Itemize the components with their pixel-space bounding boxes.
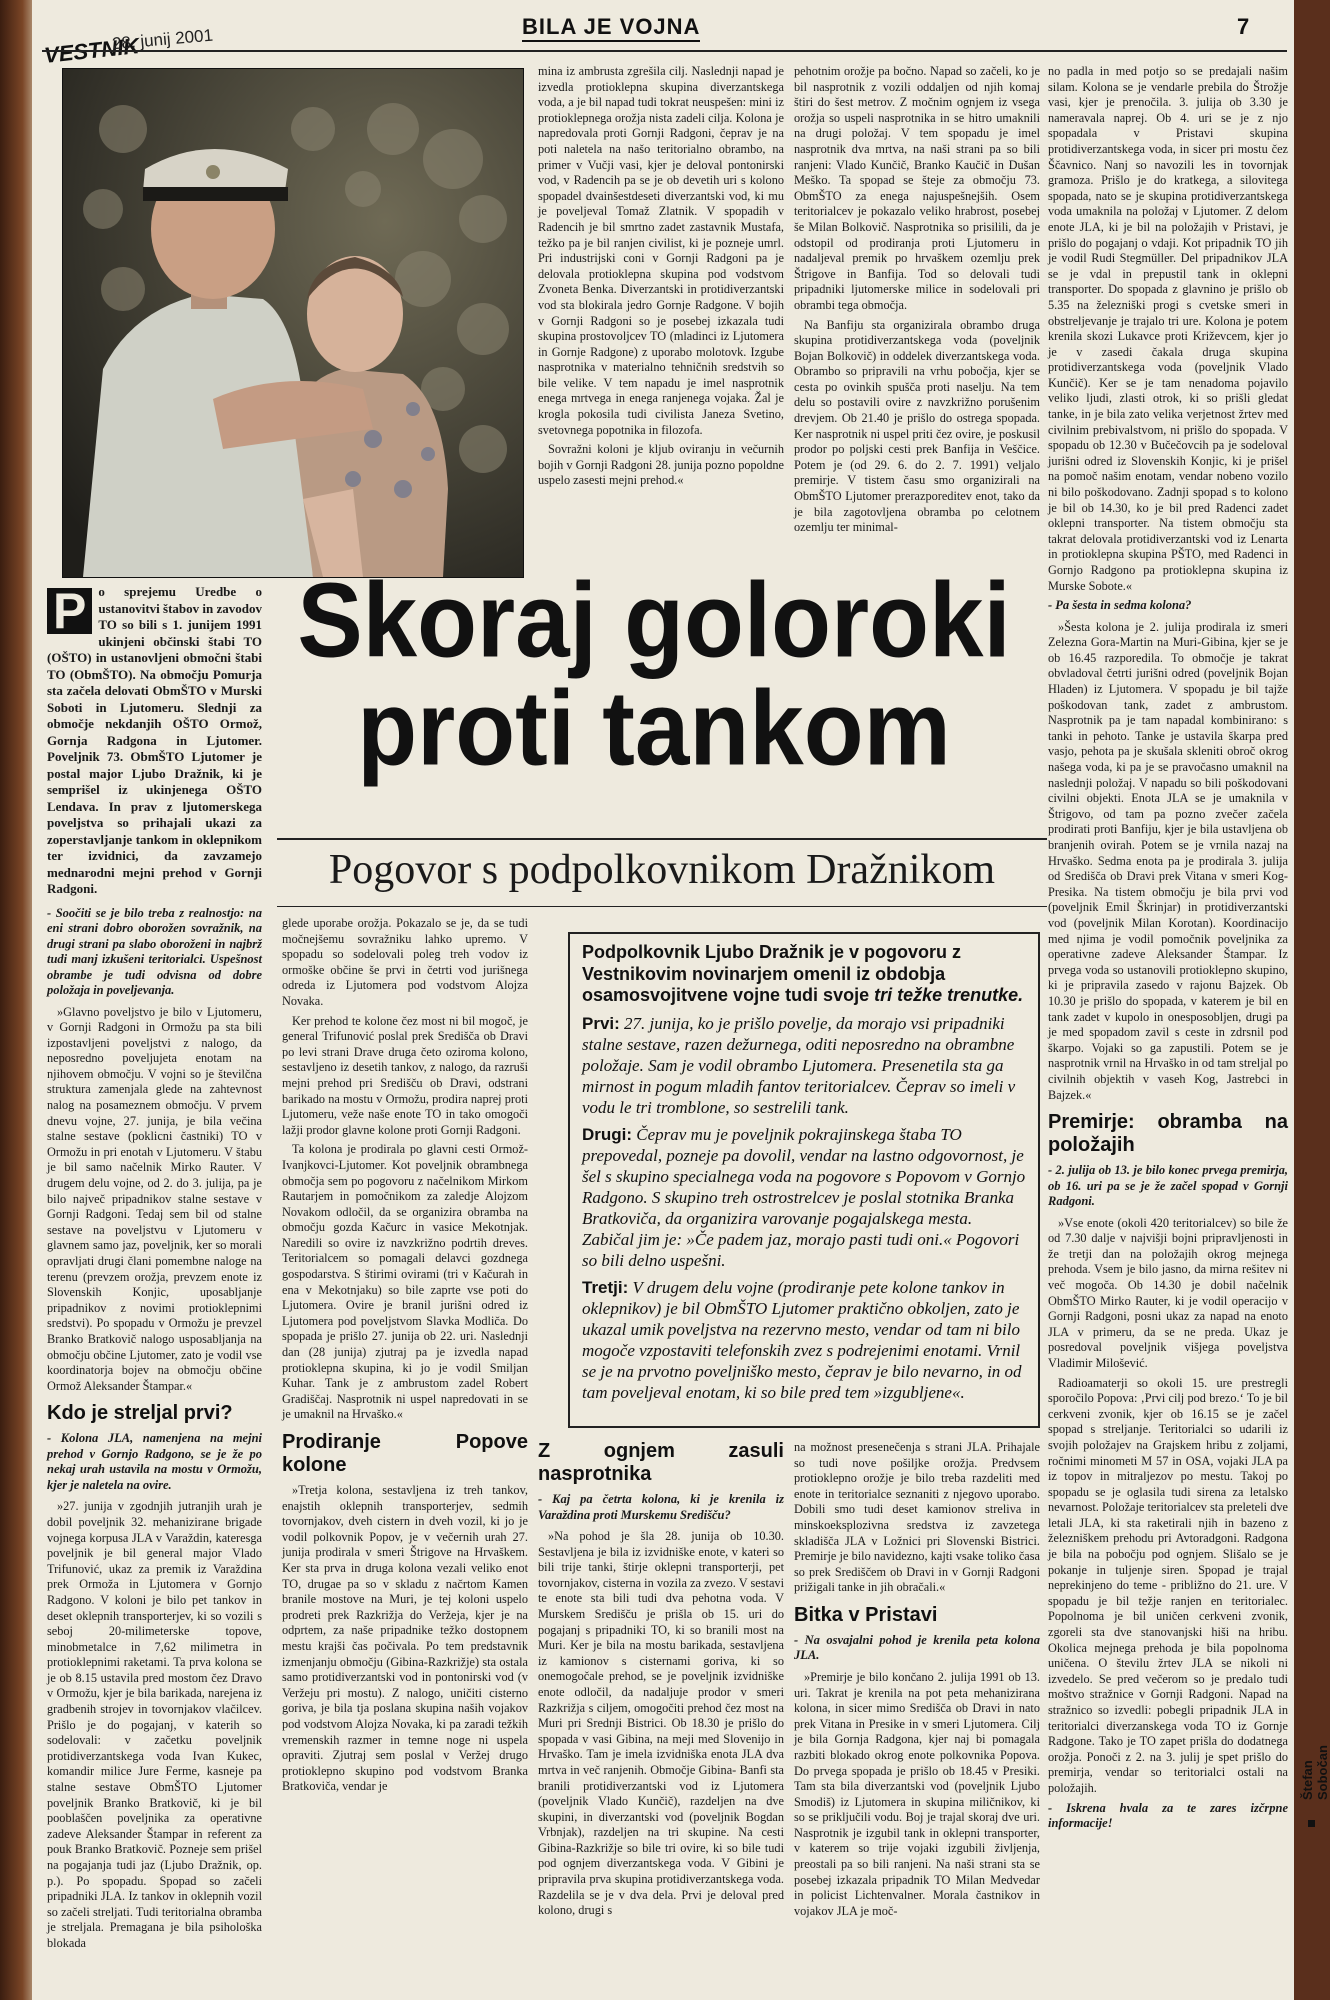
interview-question: - Soočiti se je bilo treba z realnostjo: na eni strani dobro oborožen sovražnik, na drugi strani pa slabo oboroženi in najbrž tudi manj izkušeni teritorialci. Uspešnost obrambe je tudi odvisna od dobre položaja in poveljevanja. (47, 905, 262, 997)
subheading: Bitka v Pristavi (794, 1603, 938, 1626)
article-paragraph: mina iz ambrusta zgrešila cilj. Naslednji napad je izvedla protioklepna skupina diverzantskega voda, a je bil napad tudi tokrat neuspešen: mini iz protioklepnega orožja nista zadeli cilja. Kolona je napredovala proti Gornji Radgoni, čeprav je na poti naletela na našo teritorialno obrambo, na primer v Vučji vasi, kjer je deloval pontonirski vod, v Radencih pa se je ob devetih uri s kolono spopadel dvainšestdeseti diverzantski vod, ki mu je poveljeval Tomaž Zlatnik. V spopadih v Radencih je bil smrtno zadet zastavnik Mustafa, težko pa je bil ranjen civilist, ki je pozneje umrl. Pri industrijski coni v Gornji Radgoni pa je delovala protioklepna skupina pod vodstvom Zvoneta Benka. Diverzantski in protidiverzantski vod sta blokirala jedro Gornje Radgone. V bojih v Gornji Radgoni so je posebej izkazala tudi skupina prostovoljcev TO (mladinci iz Ljutomera in Gornje Radgone) z uporabo molotovk. Izgube nasprotnika v materialno tehničnih sredstvih so bile velike. V tem napadu je imel nasprotnik enega mrtvega in enega ranjenega vojaka. Žal je krogla pokosila tudi civilista Janeza Svetino, svetovnega popotnika in filozofa. (538, 64, 784, 437)
interview-question: - Kolona JLA, namenjena na mejni prehod v Gornjo Radgono, se je že po nekaj urah ustavila na mostu v Ormožu, kjer je naletela na ovire. (47, 1431, 262, 1492)
article-paragraph: na možnost presenečenja s strani JLA. Prihajale so tudi nove pošiljke orožja. Predvsem protioklepno orožje je bilo treba razdeliti med enote in teritorialce seznaniti z njegovo uporabo. Dobili smo tudi deset kamionov streliva in minskoeksplozivna sredstva iz zavzetega skladišča JLA v Ložnici pri Slovenski Bistrici. Premirje je bilo navidezno, kajti vsake toliko časa so prek Središčem ob Dravi in v Gornji Radgoni prižigali tanke in jih obračali.« (794, 1440, 1040, 1595)
headline (274, 560, 1034, 788)
headline-rule (277, 838, 1047, 840)
newspaper-page (32, 0, 1330, 2000)
article-column (538, 64, 784, 572)
issue-date: 28. junij 2001 (111, 25, 214, 54)
magazine-binding (0, 0, 32, 2000)
portrait-photo (62, 68, 524, 578)
header-rule (42, 50, 1287, 52)
article-paragraph: »Glavno poveljstvo je bilo v Ljutomeru, v Gornji Radgoni in Ormožu pa sta bili izpostavljeni poveljstvi z nalogo, da neposredno poveljujeta enotam na njihovem območju. V vojni so je številčna struktura zamenjala glede na zahtevnost nalog na posameznem območju. V prvem dnevu vojne, 27. junija, je bila večina stalne sestave (poklicni častniki) TO v Ormožu in pri enotah v Ljutomeru. V štabu je bil samo načelnik Mirko Rauter. V drugem delu vojne, od 2. do 3. julija, pa je bilo največ pripadnikov stalne sestave v Gornji Radgoni. Tedaj sem bil od stalne sestave na poveljstvu v Ljutomeru v glavnem samo jaz, poveljnik, ker so morali opravljati drugi člani pomembne naloge na terenu (prevzem orožja, prevzem enote iz Slovenskih Konjic, uposabljanje pripadnikov z novimi protioklepnimi sredstvi). Po spopadu v Ormožu je prevzel Branko Bratkovič nalogo usposabljanja na območju občine Ljutomer, zato je vodil vse koordinatorja bojev na območju občine Ormož Aleksander Štampar.« (47, 1004, 262, 1393)
interview-question: - Kaj pa četrta kolona, ki je krenila iz Varaždina proti Murskemu Središču? (538, 1492, 784, 1522)
box-item: Prvi: 27. junija, ko je prišlo povelje, da morajo vsi pripadniki stalne sestave, razen dežurnega, oditi neposredno na obrambne položaje. Sam je vodil obrambo Ljutomera. Presenetila sta ga mirnost in pogum mladih fantov teritorialcev. Čeprav so imeli v vodu le tri tromblone, so sestrelili tank. (582, 1013, 1016, 1117)
box-item: Drugi: Čeprav mu je poveljnik pokrajinskega štaba TO prepovedal, pozneje pa dovolil, vendar na lastno odgovornost, je šel s skupino specialnega voda na pogovore s Popovom v Gornjo Radgono. S skupino treh ostrostrelcev je poslal stotnika Branka Bratkoviča, da organizira varovanje pogajalskega mesta. Zabičal jim je: »Če padem jaz, morajo pasti tudi oni.« Pogovori so bili delno uspešni. (582, 1124, 1026, 1270)
article-paragraph: »Šesta kolona je 2. julija prodirala iz smeri Zelezna Gora-Martin na Muri-Gibina, kjer se je ob 16.45 razporedila. To območje je takrat obvladoval četrti jurišni odred (poveljnik Bojan Hladen) iz Ljutomera. V spopadu je bil tajže poškodovan tank, zadet z ambrustom. Nasprotnik pa je tam napadal kombinirano: s tanki in pehoto. Tanke je ustavila škarpa pred vasjo, pehota pa je skušala skleniti obroč okrog našega voda, ki pa je se pravočasno umaknil na naslednji položaj. V napadu so bili poškodovani civilni objekti. Enota JLA se je umaknila v Štrigovo, od tam pa pozno zvečer začela prodirati proti Banfiju, kjer je bila ustavljena ob branjenih ovirah. Potem se je vrnila nazaj na Hrvaško. Sedma enota pa je prodirala 3. julija od Središča ob Dravi prek Vitana v smeri Kog-Presika. Na tistem območju je bila prvi vod (poveljnik Emil Škrinjar) in protidiverzantski vod (poveljnik Milan Korotan). Koordinacijo med njima je vodil pomočnik poveljnika za operativne zadeve Aleksander Štampar. Iz prvega voda so ustanovili protioklepno skupino, ki je pripravila zasedo v rajonu Bajzek. Ob 10.30 je prišlo do spopada, v katerem je bil en tank zadet v kupolo in onesposobljen, drugi pa je med spopadom zavil s ceste in zdrsnil pod škarpo. Vojaki so ga zapustili. Potem se je nasprotnik vrnil na Hrvaško in od tam streljal po civilnih objektih v vaseh Kog, Jastrebci in Bajzek.« (1048, 619, 1288, 1102)
photo-illustration (63, 69, 523, 577)
box-title: Podpolkovnik Ljubo Dražnik je v pogovoru z Vestnikovim novinarjem omenil iz obdobja osamosvojitvene vojne tudi svoje tri težke trenutke. (582, 942, 1024, 1005)
sidebar-box (568, 932, 1040, 1428)
article-paragraph: glede uporabe orožja. Pokazalo se je, da se tudi močnejšemu sovražniku lahko upremo. V spopadu so sodelovali poleg treh vodov iz ormoške občine še prvi in četrti vod jurišnega odreda iz Ljutomera pod vodstvom Alojza Novaka. (282, 916, 528, 1008)
subtitle: Pogovor s podpolkovnikom Dražnikom (328, 847, 996, 893)
article-paragraph: Radioamaterji so okoli 15. ure prestregli sporočilo Popova: ‚Prvi cilj pod brezo.‘ To je bil cerkveni zvonik, kjer ob 16.15 se je začel spopad s streljanje. Teritorialci so udarili iz svojih položajev na Grajskem hribu z zoljami, ročnimi minometi M 57 in OSA, vojaki JLA pa iz topov in mitraljezov po mestu. Takoj po spopadu se je oglasila tudi sirena za letalsko nevarnost. Položaje teritorialcev sta preleteli dve letali JLA, ki sta raketirali njih in bazeno z železniškem prehodu pri Avtoradgoni. Radgona je bila na pobočju pod ognjem. Slišalo se je pokanje in tuljenje siren. Spopad je trajal neprekinjeno do teme - približno do 21. ure. V spopadu je bil težje ranjen en teritorialec. Popolnoma je bil uničen cerkveni zvonik, zgoreli sta dve stanovanjski hiši na hribu. Okolica mejnega prehoda je bila popolnoma uničena. O številu žrtev JLA se nikoli ni izvedelo. Se pred večerom so je predalo tudi moštvo stražnice v Gornji Radgoni. Napad na stražnico so izvedli: pobegli pripadnik JLA in teritorialci diverzanskega voda TO iz Gornje Radgone. Tako je TO zapet prišla do dodatnega orožja. Ponoči z 2. na 3. julij je spet prišlo do premirja, vendar so teritorialci ostali na položajih. (1048, 1375, 1288, 1795)
article-column (1048, 64, 1288, 2000)
article-paragraph: »Vse enote (okoli 420 teritorialcev) so bile že od 7.30 dalje v najvišji bojni pripravljenosti in že tretji dan na položajih okrog mejnega prehoda. Vsem je bilo jasno, da mirna rešitev ni več mogoča. Ob 14.30 je dobil načelnik ObmŠTO Mirko Rauter, ki je vodil operacijo v Gornji Radgoni, posni ukaz za napad na enoto JLA v primeru, da se ne preda. Ukaz je posredoval poveljnik višjega poveljstva Vladimir Milošević. (1048, 1215, 1288, 1370)
article-paragraph: Ker prehod te kolone čez most ni bil mogoč, je general Trifunović poslal prek Središča ob Dravi po levi strani Drave druga četo oziroma kolono, sestavljeno iz desetih tankov, z nalogo, da razruši mejni prehod pri Središču ob Dravi, odstrani barikado na mostu v Ormožu, prodira naprej proti Ljutomeru, veže naše enote TO in tako omogoči lažji prodor glavne kolone proti Gornji Radgoni. (282, 1013, 528, 1137)
article-paragraph: »27. junija v zgodnjih jutranjih urah je dobil poveljnik 32. mehanizirane brigade vojnega korpusa JLA v Varaždin, kateresga poveljnik je bil general major Vlado Trifunović, ukaz za premik iz Varaždina prek Ormoža in Ljutomera v Gornjo Radgono. V koloni je bilo pet tankov in deset oklepnih transporterjev, ki so vozili s seboj 20-milimeterske topove, minobmetalce in 7,62 milimetra in protioklepnimi raketami. Ta prva kolona se je ob 8.15 ustavila pred mostom čez Dravo v Ormožu, kjer je bila barikada, narejena iz gradbenih strojev in tovornjakov vlačilcev. Prišlo je do pogajanj, v katerih so sodelovali: v začetku poveljnik protidiverzantskega voda Ivan Kukec, komandir milice Jure Ferme, kasneje pa stalne sestave ObmŠTO Ljutomer poveljnik Branko Bratkovič, ki je bil pooblaščen poveljnika za operativne zadeve Aleksander Štampar in referent za pouk Branko Bratkovič. Pozneje sem prišel na pogajanja tudi jaz (Ljubo Dražnik, op. p.). Po spopadu. Spopad so začeli pripadniki JLA. Iz tankov in oklepnih vozil so začeli streljati. Tudi teritorialna obramba je streljala. Premagana je bila psihološka blokada (47, 1499, 262, 1950)
article-paragraph: »Na pohod je šla 28. junija ob 10.30. Sestavljena je bila iz izvidniške enote, v kateri so bili trije tanki, štirje oklepni transporterji, pet tovornjakov, cisterna in vozila za zvezo. V sestavi te enote sta bili tudi dva pehotna voda. V Murskem Središču je prišla ob 15. uri do pogajanj s pripadniki TO, ki so branili most na Muri. Ker je bila na mostu barikada, sestavljena iz kamionov s cisternami goriva, ki so onemogočale prehod, se je poveljnik izvidniške enote odločil, da nadaljuje prodor v smeri Razkrižja s ciljem, omogočiti prehod čez most na Muri pri Srednji Bistrici. Ob 18.30 je prišlo do spopada v vasi Gibina, na meji med Slovenijo in Hrvaško. Tam je imela izvidniška enota JLA dva mrtva in več ranjenih. Območje Gibina- Banfi sta branili protidiverzantski vod iz Ljutomera (poveljnik Vlado Kunčič), razdeljen na dve skupini, in diverzantski vod (poveljnik Bogdan Vrbnjak), razdeljen na tri skupine. Na cesti Gibina-Razkrižje so bile tri ovire, ki so bile tudi pod ognjem diverzantskega voda. V Gibini je pripravila prva skupina protidiverzantskega voda. Razdelila se je v dva dela. Prvi je deloval pred kolono, drugi s (538, 1529, 784, 1918)
lead-text: o sprejemu Uredbe o ustanovitvi štabov in zavodov TO so bili s 1. junijem 1991 ukinjeni občinski štabi TO (OŠTO) in ustanovljeni območni štabi TO (ObmŠTO). Na območju Pomurja sta začela delovati ObmŠTO v Murski Soboti in Ljutomeru. Slednji za območje nekdanjih OŠTO Ormož, Gornja Radgona in Ljutomer. Poveljnik 73. ObmŠTO Ljutomer je postal major Ljubo Dražnik, ki je semprišel iz ukinjenega OŠTO Lendava. In prav z ljutomerskega poveljstva so prihajali ukazi za zoperstavljanje tankom in oklepnikom ter izvidnici, da zavzamejo mednarodni mejni prehod v Gornji Radgoni. (47, 584, 262, 896)
article-paragraph: Na Banfiju sta organizirala obrambo druga skupina protidiverzantskega voda (poveljnik Bojan Bolkovič) in oddelek diverzantskega voda. Obrambo so pripravili na vrhu pobočja, kjer se cesta po ovinkih spušča proti naselju. Na tem delu so postavili ovire z navzkrižno porušenim drevjem. Ob 21.40 je prišlo do ostrega spopada. Ker nasprotnik ni uspel priti čez ovire, je poskusil prodor po poljski cesti prek Banfija in Veščice. Potem je (od 29. 6. do 2. 7. 1991) veljalo premirje. V tistem času smo organizirali na ObmŠTO Ljutomer prerazporeditev enot, tako da je bila zagotovljena obramba po celotnem ozemlju ter minimal- (794, 317, 1040, 535)
closing-remark: - Iskrena hvala za te zares izčrpne informacije! (1048, 1800, 1288, 1831)
article-column (794, 1440, 1040, 2000)
section-title: BILA JE VOJNA (522, 14, 700, 42)
author-byline: Štefan Sobočan (1300, 1745, 1330, 1800)
article-paragraph: Ta kolona je prodirala po glavni cesti Ormož-Ivanjkovci-Ljutomer. Kot poveljnik obrambnega območja sem po pogovoru z načelnikom Mirkom Rautarjem in pomočnikom za zaledje Alojzom Novakom odločil, da se organizira obramba na območju gozda Kačurc in vasice Mekotnjak. Naredili so ovire iz navzkrižno podrtih dreves. Teritorialcem so pomagali delavci gozdnega gospodarstva. S štirimi ovirami (tri v Kačurah in ena v Mekotnjaku) so bile zaprte vse poti do Ljutomera. Ovire je branil jurišni odred iz Ljutomera pod poveljstvom Slavka Modliča. Do spopada je prišlo 27. junija ob 22. uri. Naslednji dan (28 junija) zjutraj pa je izvedla napad protioklepna skupina, ki jo je vodil Smiljan Kuhar. Tank je z ambrustom zadel Robert Gradiščaj. Nasprotnik ni uspel napredovati in se je umaknil na Hrvaško.« (282, 1142, 528, 1422)
page-number: 7 (1237, 14, 1250, 39)
subheading: Premirje: obramba na položajih (1048, 1111, 1288, 1157)
article-paragraph: »Tretja kolona, sestavljena iz treh tankov, enajstih oklepnih transporterjev, sedmih tovornjakov, dveh cistern in dveh vozil, ki jo je vodil polkovnik Popov, je v večernih urah 27. junija prodirala v smeri Štrigove na Hrvaškem. Ker sta prva in druga kolona vezali veliko enot TO, drugae pa so v skladu z načrtom Kamen branile mostove na Muri, je tej koloni uspelo prodreti prek Razkrižja do Veržeja, kjer je na odprtem, za naše pripadnike težko dostopnem mestu krajši čas počivala. Po tem predstavnik izmenjanju območju (Gibina-Razkrižje) sta ostala samo protidiverzantski vod in pontonirski vod (v Veržeju pri mostu). Z nalogo, uničiti cisterno goriva, je bila tja poslana skupina naših vojakov pod vodstvom Alojza Novaka, ki pa zaradi težkih vremenskih razmer in temne noge ni uspela opraviti. Zjutraj sem poslal v Veržej drugo protioklepno skupino pod vodstvom Branka Bratkoviča, vendar je (282, 1483, 528, 1794)
lead-paragraph (47, 584, 262, 898)
article-paragraph: no padla in med potjo so se predajali našim silam. Kolona se je vendarle prebila do Štrožje vasi, kjer je prenočila. 3. julija ob 3.30 je nameravala naprej. Ob 4. uri se je z njo spopadala v Pristavi skupina protidiverzantskega voda, in sicer pri mostu čez Ščavnico. Nanj so navozili les in tovornjak gramoza. Prišlo je do kratkega, a silovitega spopada, nato se je skupina protidiverzantskega voda umaknila na položaj v Ljutomer. Z delom enote JLA, ki je bil na položajih v Pristavi, je prišlo do pogajanj o vdaji. Kot pripadnik TO jih je vodil Rudi Stegmüller. Del pripadnikov JLA se je vdal in prepustil tank in oklepni transporter. Do spopada z glavnino je prišlo ob 5.35 na železniški progi s cvetske smeri in obstreljevanje je trajalo tri ure. Kolona je potem krenila skozi Lukavce proti Križevcem, kjer jo je v zasedi čakala druga skupina protidiverzantskega voda (poveljnik Vlado Kunčič). Ker se je tam nenadoma pojavilo veliko ljudi, zlasti otrok, ki so prišli gledat tanke, in je bila zato velika verjetnost žrtev med civilnim prebivalstvom, ni prišlo do spopada. V spopadu ob 12.30 v Bučečovcih pa je sodeloval jurišni odred iz Slovenskih Konjic, ki je prišel na pomoč našim enotam, vendar nobeno vozilo ni bilo poškodovano. Zadnji spopad s to kolono je bil ob 14.30, ko je bil pred Radenci zadet oklepni transporter. Na tistem območju sta takrat delovala protidiverzantski vod iz Lenarta in protioklepna skupina PŠTO, med Radenci in Gornjo Radgono pa protioklepna skupina iz Murske Sobote.« (1048, 64, 1288, 593)
article-column (282, 916, 528, 2000)
article-paragraph: Sovražni koloni je kljub oviranju in večurnih bojih v Gornji Radgoni 28. junija pozno popoldne uspelo zasesti mejni prehod.« (538, 442, 784, 488)
masthead-logo: VESTNIK (42, 33, 141, 68)
subheading: Prodiranje Popove kolone (282, 1431, 528, 1476)
article-paragraph: pehotnim orožje pa bočno. Napad so začeli, ko je bil nasprotnik z vozili oddaljen od njih komaj štiri do šest metrov. Z močnim ognjem iz vsega orožja so uspeli nasprotnika in se hitro umaknili na drugi položaj. V tem spopadu je imel nasprotnik dva mrtva, na naši strani pa so bili ranjeni: Vlado Kunčič, Branko Kaučič in Dušan Meško. Ta spopad se šteje za območju 73. ObmŠTO za enega najuspešnejših. Osem teritorialcev je pokazalo veliko hrabrost, posebej še Milan Bolkovič. Nasprotnika so prisilili, da je odstopil od prodiranja proti Ljutomeru in nadaljeval premik po hrvaškem ozemlju prek Štrigove in Banfija. Tod so delovali tudi pripadniki ljutomerske milice in sodelovali pri obrambi tega območja. (794, 64, 1040, 312)
interview-question: - 2. julija ob 13. je bilo konec prvega premirja, ob 16. uri pa se je že začel spopad v Gornji Radgoni. (1048, 1163, 1288, 1209)
box-item: Tretji: V drugem delu vojne (prodiranje pete kolone tankov in oklepnikov) je bil ObmŠTO Ljutomer praktično obkoljen, zato je ukazal umik poveljstva na rezervno mesto, vendar od tam ni bilo mogoče vzpostaviti telefonskih zvez s podrejenimi enotami. Vrnil se je na prvotno poveljniško mesto, čeprav je bilo nevarno, in od tam poveljeval enotam, ki so bile pred tem »izgubljene«. (582, 1277, 1022, 1402)
headline-line-2: proti tankom (357, 668, 951, 788)
end-mark (1308, 1820, 1315, 1827)
article-column (538, 1440, 784, 2000)
article-paragraph: »Premirje je bilo končano 2. julija 1991 ob 13. uri. Takrat je krenila na pot peta mehanizirana kolona, in sicer mimo Središča ob Dravi in nato prek Vitana in Presike in v smeri Ljutomera. Cilj je bila Gornja Radgona, kjer naj bi pomagala razbiti blokado okrog enote polkovnika Popova. Do prvega spopada je prišlo ob 18.45 v Presiki. Tam sta bila diverzantski vod (poveljnik Ljubo Smodiš) iz Ljutomera in skupina miličnikov, ki so se priključili vodu. Boj je trajal skoraj dve uri. Nasprotnik je izgubil tank in oklepni transporter, v katerem so trije vojaki izgubili življenja, preostali pa so bili ranjeni. Na naši strani sta se posebej izkazala pripadnik TO Milan Medvedar in policist Lichtenvalner. Morala častnikov in vojakov JLA je moč- (794, 1669, 1040, 1918)
headline-line-1: Skoraj goloroki (297, 560, 1011, 680)
subheading: Kdo je streljal prvi? (47, 1402, 233, 1425)
drop-cap: P (47, 588, 92, 634)
article-column (794, 64, 1040, 572)
interview-question: - Pa šesta in sedma kolona? (1048, 598, 1192, 613)
subheading: Z ognjem zasuli nasprotnika (538, 1440, 784, 1485)
lead-column (47, 584, 262, 2000)
interview-question: - Na osvajalni pohod je krenila peta kolona JLA. (794, 1632, 1040, 1663)
subtitle-rule (277, 906, 1047, 907)
